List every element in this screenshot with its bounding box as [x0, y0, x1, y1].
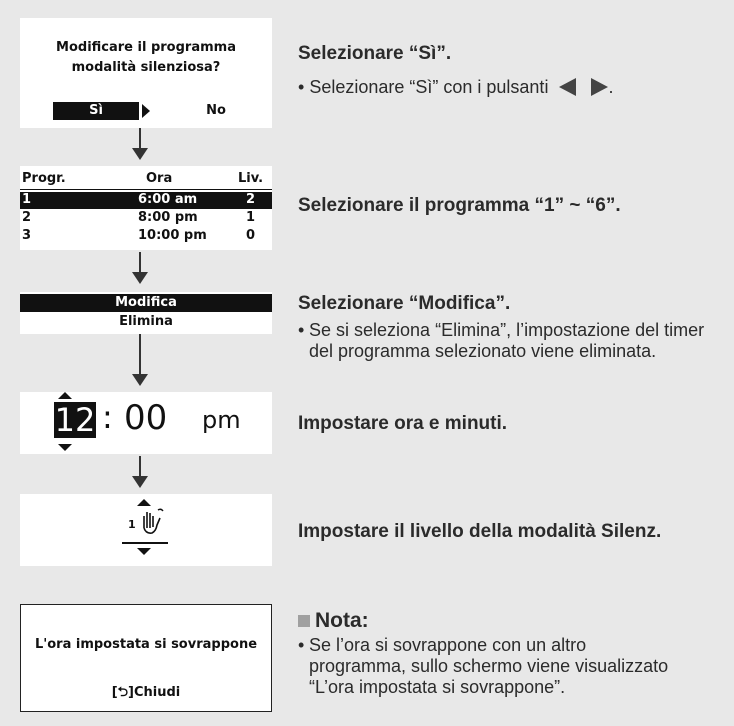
note-heading-group: [298, 609, 369, 633]
cell-time: 6:00 am: [138, 192, 198, 207]
note-bullet-text: Se l’ora si sovrappone con un altro programma, sullo schermo viene visualizzato “L’ora impostata si sovrappone”.: [309, 635, 669, 697]
right-button-icon: [591, 78, 608, 96]
down-arrow-icon: [130, 334, 150, 386]
step4-heading: Impostare ora e minuti.: [298, 413, 508, 434]
header-prog: Progr.: [22, 171, 66, 186]
step3-bullet: [298, 320, 718, 362]
down-arrow-icon: [130, 252, 150, 284]
up-arrow-icon[interactable]: [58, 392, 72, 399]
down-arrow-icon: [130, 456, 150, 488]
bullet-dot: •: [298, 320, 305, 340]
up-arrow-icon[interactable]: [137, 499, 151, 506]
silent-mode-hand-icon: [132, 506, 166, 536]
time-separator: :: [102, 398, 113, 436]
down-arrow-icon: [130, 128, 150, 160]
step3-heading: Selezionare “Modifica”.: [298, 293, 511, 314]
program-list-screen: [20, 166, 272, 250]
cell-level: 0: [246, 228, 256, 243]
cell-time: 8:00 pm: [138, 210, 198, 225]
confirm-dialog-screen: [20, 18, 272, 128]
menu-item-modify[interactable]: Modifica: [20, 294, 272, 312]
level-underline: [122, 542, 168, 544]
step1-heading: Selezionare “Sì”.: [298, 43, 452, 64]
header-level: Liv.: [238, 171, 264, 186]
step3-bullet-text: Se si seleziona “Elimina”, l’impostazione del timer del programma selezionato viene eliminata.: [309, 320, 705, 361]
cell-prog: 3: [22, 228, 32, 243]
step2-heading: Selezionare il programma “1” ~ “6”.: [298, 195, 621, 216]
cell-prog: 2: [22, 210, 32, 225]
warning-message: L'ora impostata si sovrappone: [34, 637, 258, 652]
cell-level: 2: [246, 192, 256, 207]
note-bullet: [298, 635, 718, 698]
edit-menu-screen: [20, 292, 272, 334]
step1-bullet: [298, 77, 718, 98]
minutes-value[interactable]: 00: [124, 398, 168, 438]
left-button-icon: [559, 78, 576, 96]
down-arrow-icon[interactable]: [58, 444, 72, 451]
overlap-warning-screen: [20, 604, 272, 712]
menu-item-delete[interactable]: Elimina: [119, 314, 173, 329]
option-yes[interactable]: Sì: [53, 102, 139, 120]
selection-arrow-icon: [142, 104, 150, 118]
ampm-value[interactable]: pm: [202, 406, 241, 434]
dialog-question: Modificare il programma modalità silenziosa?: [56, 40, 236, 75]
cell-level: 1: [246, 210, 256, 225]
step5-heading: Impostare il livello della modalità Silenz.: [298, 521, 662, 542]
cell-time: 10:00 pm: [138, 228, 207, 243]
header-time: Ora: [146, 171, 173, 186]
bullet-dot: •: [298, 77, 310, 97]
level-digit: 1: [128, 518, 136, 531]
note-square-icon: [298, 615, 310, 627]
time-setting-screen: [20, 392, 272, 454]
option-no[interactable]: No: [206, 103, 226, 118]
note-heading: Nota:: [315, 609, 369, 632]
table-row[interactable]: [20, 210, 272, 227]
close-button[interactable]: [⮌]Chiudi: [111, 685, 181, 700]
level-setting-screen: [20, 494, 272, 566]
cell-prog: 1: [22, 192, 32, 207]
step1-bullet-text: Selezionare “Sì” con i pulsanti: [309, 77, 549, 97]
header-divider: [20, 189, 272, 190]
table-header: [20, 171, 272, 188]
step1-bullet-end: .: [608, 77, 614, 97]
table-row[interactable]: [20, 228, 272, 245]
table-row[interactable]: [20, 192, 272, 209]
hour-value[interactable]: 12: [54, 401, 96, 439]
down-arrow-icon[interactable]: [137, 548, 151, 555]
bullet-dot: •: [298, 635, 305, 655]
